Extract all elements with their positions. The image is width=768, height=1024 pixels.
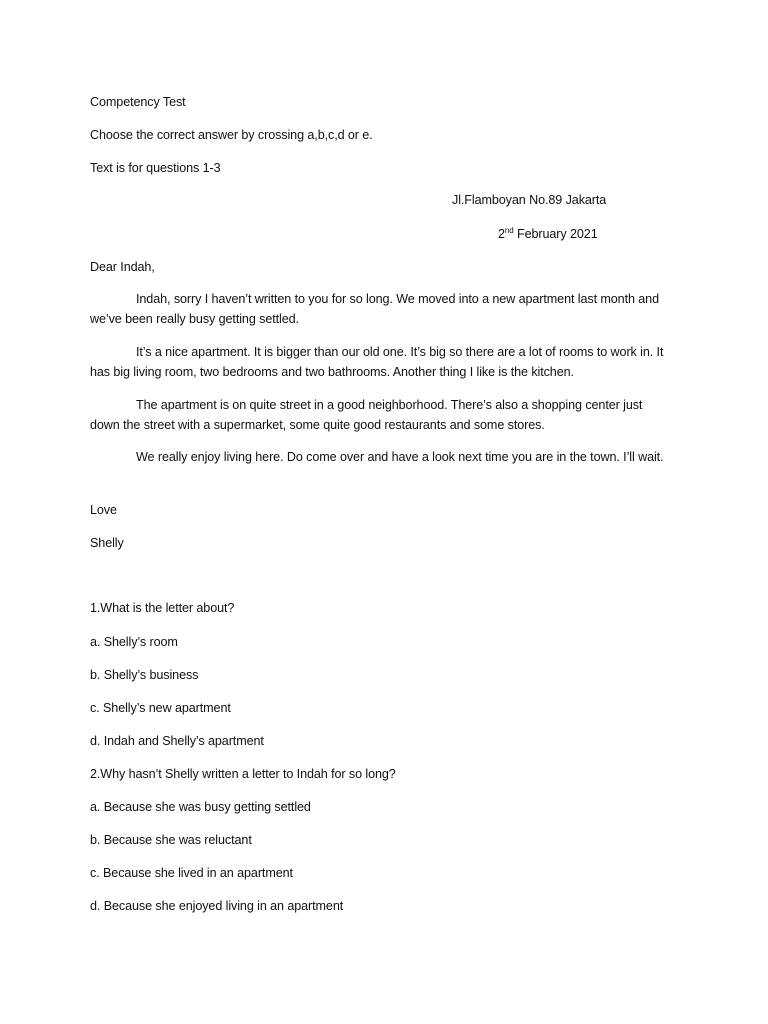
question-2-option-a: a. Because she was busy getting settled <box>90 800 311 814</box>
question-1-option-a: a. Shelly’s room <box>90 635 178 649</box>
question-1-option-b: b. Shelly’s business <box>90 668 199 682</box>
question-1: 1.What is the letter about? <box>90 601 235 615</box>
letter-signature: Shelly <box>90 536 124 550</box>
letter-greeting: Dear Indah, <box>90 260 155 274</box>
letter-closing: Love <box>90 503 117 517</box>
text-reference: Text is for questions 1-3 <box>90 161 221 175</box>
letter-paragraph: The apartment is on quite street in a good neighborhood. There’s also a shopping center just down the street with a supermarket, some quite good restaurants and some stores. <box>90 398 643 432</box>
letter-paragraph: We really enjoy living here. Do come over and have a look next time you are in the town. I’ll wait. <box>136 450 664 464</box>
document-title: Competency Test <box>90 95 186 109</box>
question-2-option-d: d. Because she enjoyed living in an apartment <box>90 899 344 913</box>
date-suffix: nd <box>504 225 514 235</box>
letter-paragraph: Indah, sorry I haven’t written to you for so long. We moved into a new apartment last month and we’ve been really busy getting settled. <box>90 292 659 326</box>
question-2-option-c: c. Because she lived in an apartment <box>90 866 293 880</box>
question-2: 2.Why hasn’t Shelly written a letter to Indah for so long? <box>90 767 396 781</box>
question-1-option-c: c. Shelly’s new apartment <box>90 701 231 715</box>
date-rest: February 2021 <box>513 227 598 241</box>
question-1-option-d: d. Indah and Shelly’s apartment <box>90 734 264 748</box>
date-day: 2 <box>498 227 505 241</box>
letter-paragraph: It’s a nice apartment. It is bigger than our old one. It’s big so there are a lot of rooms to work in. It has big living room, two bedrooms and two bathrooms. Another thing I like is the kitchen. <box>90 345 664 379</box>
letter-date <box>498 225 598 243</box>
instruction-text: Choose the correct answer by crossing a,b,c,d or e. <box>90 128 373 142</box>
question-2-option-b: b. Because she was reluctant <box>90 833 252 847</box>
sender-address: Jl.Flamboyan No.89 Jakarta <box>452 193 607 207</box>
